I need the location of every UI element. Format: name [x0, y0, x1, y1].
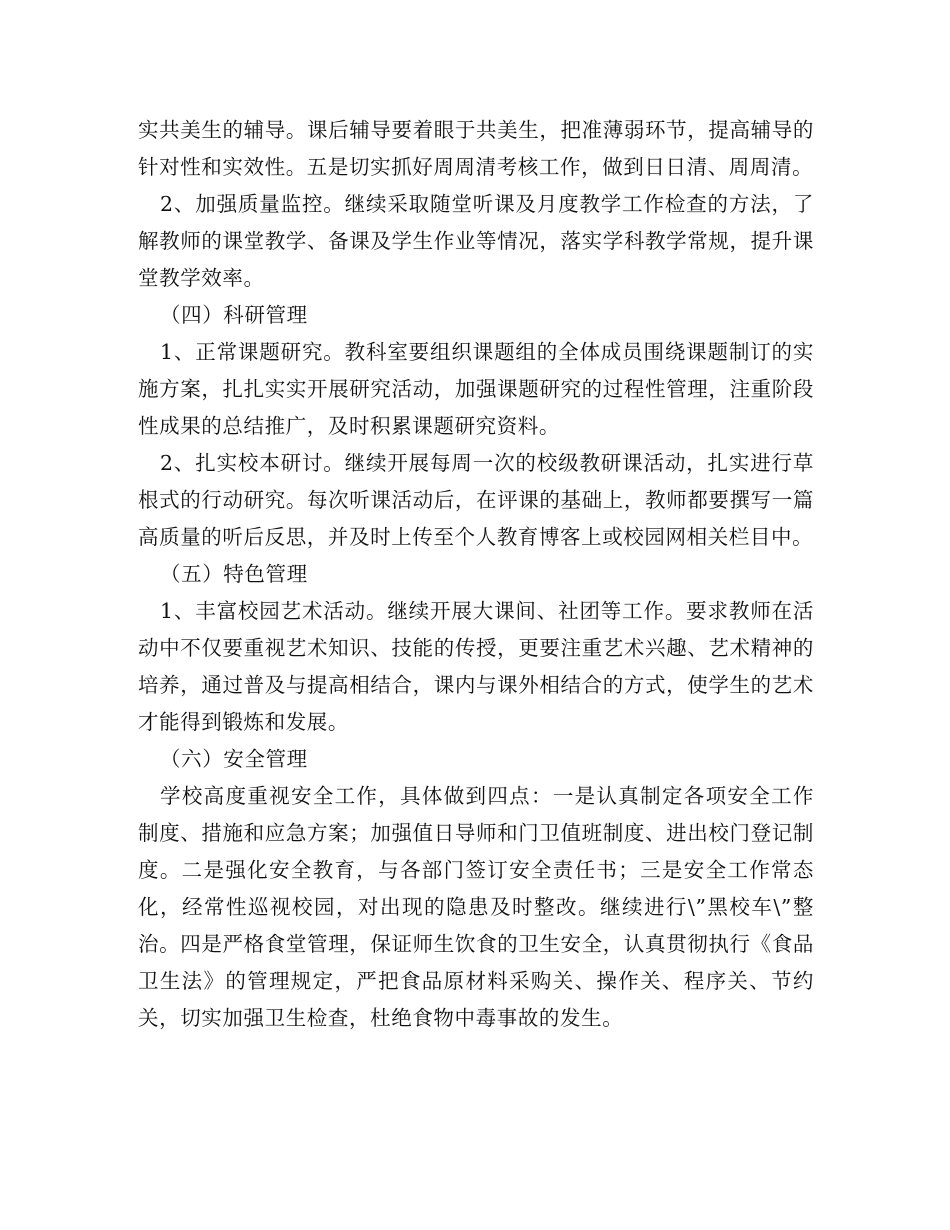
paragraph-topic-research: 1、正常课题研究。教科室要组织课题组的全体成员围绕课题制订的实施方案，扎扎实实开展研究活动，加强课题研究的过程性管理，注重阶段性成果的总结推广，及时积累课题研究资料。	[138, 340, 814, 438]
paragraph-art-activities: 1、丰富校园艺术活动。继续开展大课间、社团等工作。要求教师在活动中不仅要重视艺术知识、技能的传授，更要注重艺术兴趣、艺术精神的培养，通过普及与提高相结合，课内与课外相结合的方式，使学生的艺术才能得到锻炼和发展。	[138, 599, 814, 734]
paragraph-safety-work: 学校高度重视安全工作，具体做到四点：一是认真制定各项安全工作制度、措施和应急方案；加强值日导师和门卫值班制度、进出校门登记制度。二是强化安全教育，与各部门签订安全责任书；三是安全工作常态化，经常性巡视校园，对出现的隐患及时整改。继续进行\”黑校车\”整治。四是严格食堂管理，保证师生饮食的卫生安全，认真贯彻执行《食品卫生法》的管理规定，严把食品原材料采购关、操作关、程序关、节约关，切实加强卫生检查，杜绝食物中毒事故的发生。	[138, 784, 814, 1030]
document-body	[138, 112, 814, 1037]
section-heading-special: （五）特色管理	[160, 562, 308, 586]
section-heading-safety: （六）安全管理	[160, 747, 308, 771]
paragraph-school-seminar: 2、扎实校本研讨。继续开展每周一次的校级教研课活动，扎实进行草根式的行动研究。每次听课活动后，在评课的基础上，教师都要撰写一篇高质量的听后反思，并及时上传至个人教育博客上或校园网相关栏目中。	[138, 451, 814, 549]
paragraph-quality-monitoring: 2、加强质量监控。继续采取随堂听课及月度教学工作检查的方法，了解教师的课堂教学、备课及学生作业等情况，落实学科教学常规，提升课堂教学效率。	[138, 192, 814, 290]
paragraph-continuation: 实共美生的辅导。课后辅导要着眼于共美生，把准薄弱环节，提高辅导的针对性和实效性。五是切实抓好周周清考核工作，做到日日清、周周清。	[138, 118, 814, 179]
section-heading-research: （四）科研管理	[160, 303, 308, 327]
